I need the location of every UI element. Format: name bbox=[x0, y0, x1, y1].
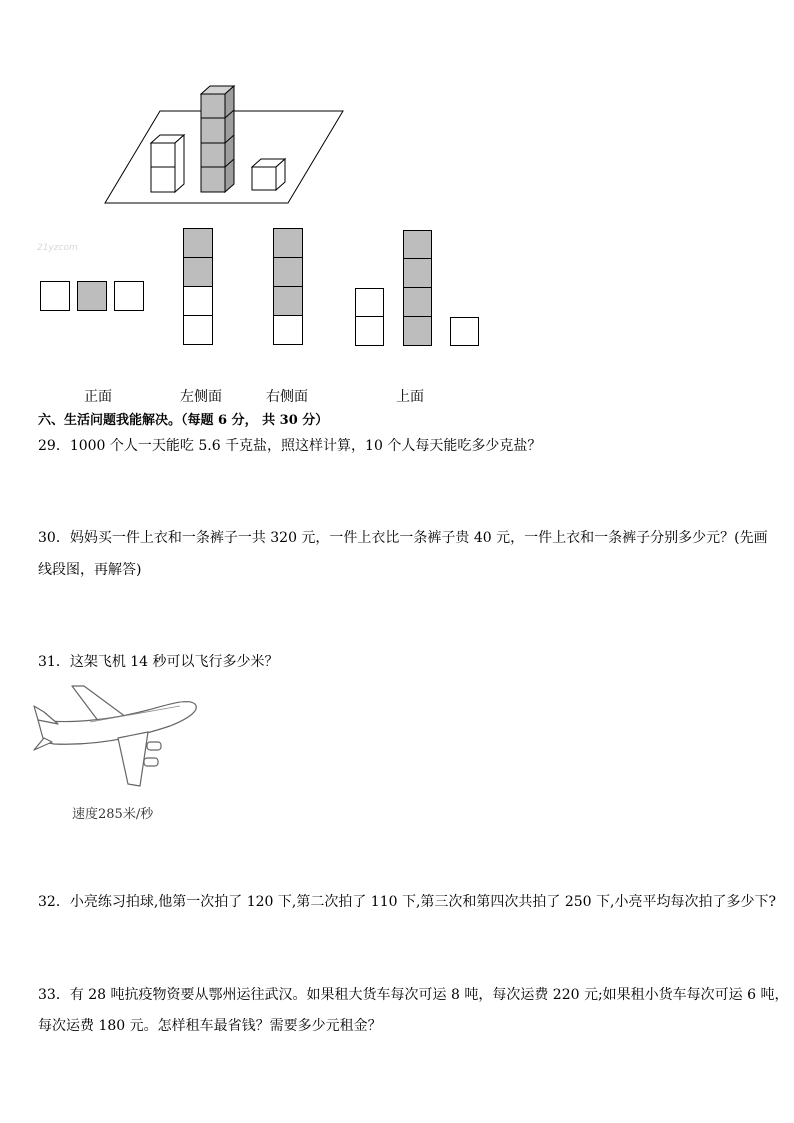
cube-stack-middle bbox=[201, 86, 234, 192]
cube-stack-figure bbox=[0, 0, 794, 215]
section-title: 六、生活问题我能解决。（每题 6 分， 共 30 分） bbox=[38, 413, 329, 428]
cube-single-right bbox=[252, 159, 285, 190]
label-front-view: 正面 bbox=[84, 389, 112, 405]
question-32: 32．小亮练习拍球,他第一次拍了 120 下,第二次拍了 110 下,第三次和第四次共拍了 250 下,小亮平均每次拍了多少下? bbox=[38, 894, 776, 910]
airplane-speed-caption: 速度285米/秒 bbox=[72, 807, 154, 822]
question-30-line-2: 线段图，再解答) bbox=[38, 562, 142, 578]
question-29: 29．1000 个人一天能吃 5.6 千克盐，照这样计算，10 个人每天能吃多少克盐？ bbox=[38, 438, 542, 454]
cube-stack-left bbox=[151, 135, 184, 192]
question-30-line-1: 30．妈妈买一件上衣和一条裤子一共 320 元，一件上衣比一条裤子贵 40 元，一件上衣和一条裤子分别多少元？(先画 bbox=[38, 530, 768, 546]
watermark: 21yzcom bbox=[37, 243, 78, 253]
question-33-line-2: 每次运费 180 元。怎样租车最省钱？需要多少元租金？ bbox=[38, 1018, 382, 1034]
airplane-illustration bbox=[30, 680, 205, 790]
question-31: 31．这架飞机 14 秒可以飞行多少米？ bbox=[38, 654, 279, 670]
question-33-line-1: 33．有 28 吨抗疫物资要从鄂州运往武汉。如果租大货车每次可运 8 吨，每次运费 220 元;如果租小货车每次可运 6 吨， bbox=[38, 987, 789, 1003]
label-left-view: 左侧面 bbox=[180, 389, 222, 405]
label-right-view: 右侧面 bbox=[266, 389, 308, 405]
label-top-view: 上面 bbox=[396, 389, 424, 405]
